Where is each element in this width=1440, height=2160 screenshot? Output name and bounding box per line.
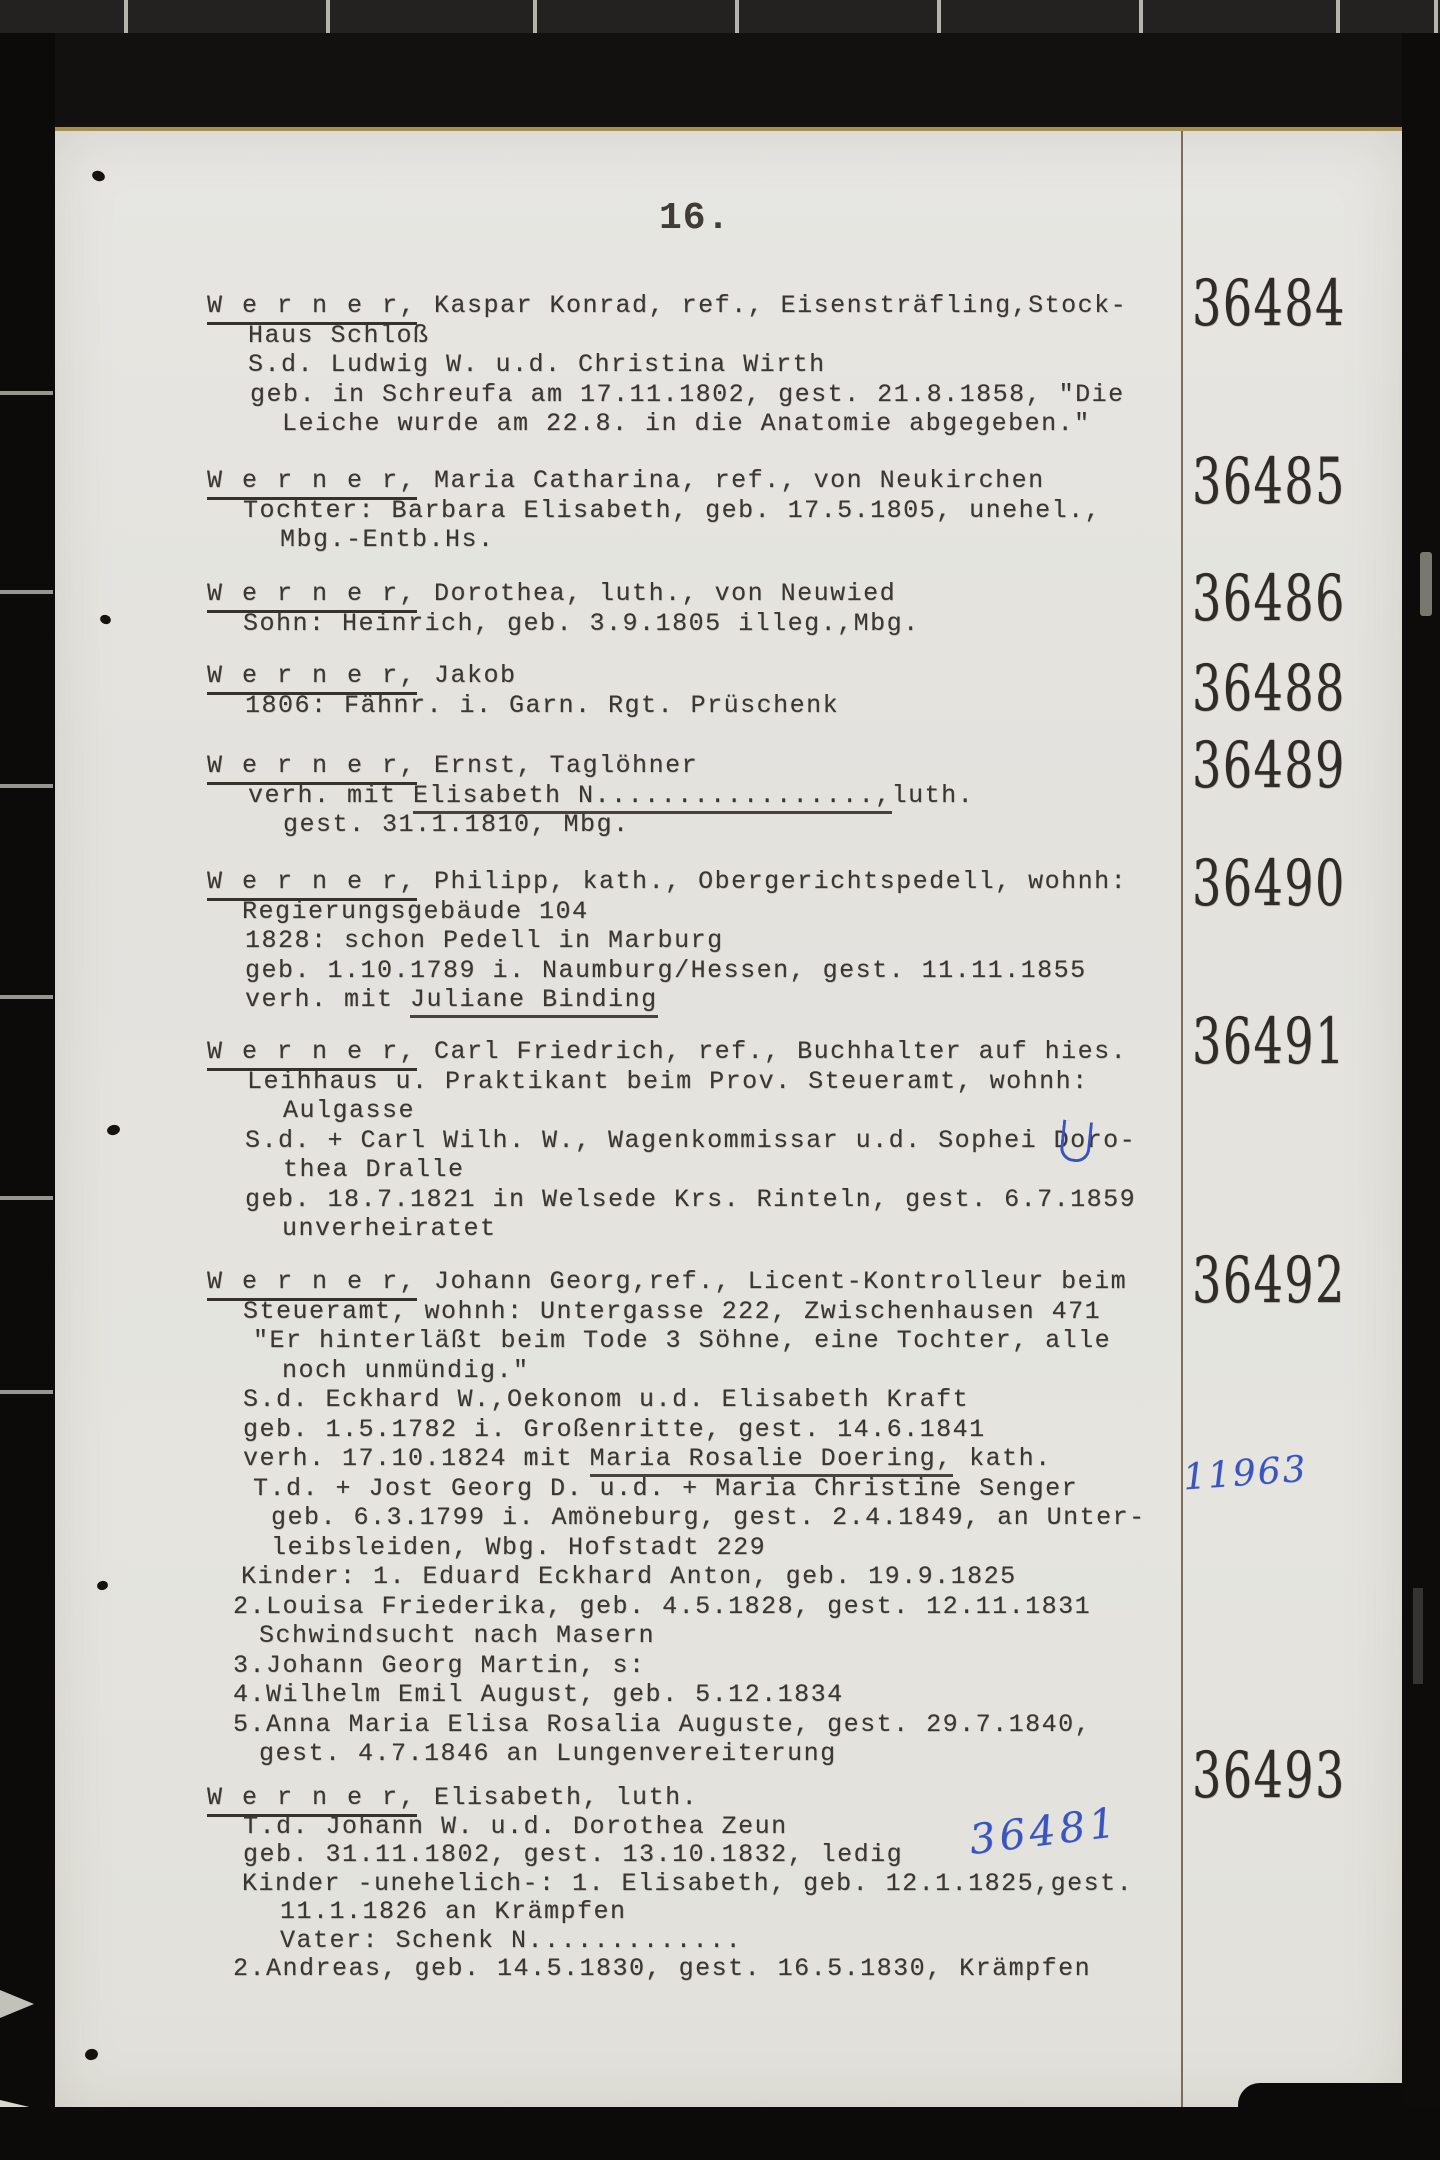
document-page [55, 127, 1402, 2115]
entry-given-names: Philipp, kath., Obergerichtspedell, wohnh: [434, 867, 1128, 896]
entry-surname: W e r n e r, [207, 291, 417, 325]
line-text: 3.Johann Georg Martin, s: [233, 1650, 646, 1680]
entry-given-names: Dorothea, luth., von Neuwied [434, 579, 897, 608]
line-text: geb. 6.3.1799 i. Amöneburg, gest. 2.4.1849, an Unter- [271, 1503, 1146, 1532]
entry-surname: W e r n e r, [207, 1783, 417, 1817]
line-text: geb. 18.7.1821 in Welsede Krs. Rinteln, gest. 6.7.1859 [245, 1184, 1137, 1214]
line-text: verh. mit [248, 780, 414, 810]
line-text: geb. 31.11.1802, gest. 13.10.1832, ledig [243, 1840, 904, 1869]
entry-line [207, 1326, 1217, 1356]
line-text: verh. mit [245, 985, 411, 1014]
entry-line [207, 1474, 1217, 1504]
entry-line [207, 1214, 1217, 1244]
entry-header [207, 751, 1217, 781]
entry-line [207, 1680, 1217, 1710]
line-text: Aulgasse [283, 1096, 416, 1125]
page-number: 16. [659, 197, 731, 240]
line-text: Mbg.-Entb.Hs. [280, 525, 495, 554]
punch-hole-dot [106, 1123, 121, 1136]
entry-line [207, 1067, 1217, 1097]
page-corner-shadow [1238, 2083, 1404, 2113]
entry-line [207, 1533, 1217, 1563]
entry-id-number: 36489 [1192, 729, 1346, 803]
line-text: 5.Anna Maria Elisa Rosalia Auguste, gest. 29.7.1840, [233, 1709, 1092, 1739]
line-text: S.d. Eckhard W.,Oekonom u.d. Elisabeth Kraft [243, 1385, 970, 1414]
entry-id-number: 36484 [1192, 267, 1346, 341]
line-text: Leihhaus u. Praktikant beim Prov. Steueramt, wohnh: [247, 1066, 1089, 1096]
entry-header [207, 867, 1217, 897]
entry-line [207, 1898, 1217, 1927]
film-edge-tick [735, 0, 739, 33]
entry-line [207, 1385, 1217, 1415]
entry-header [207, 579, 1217, 609]
line-text: "Er hinterläßt beim Tode 3 Söhne, eine Tochter, alle [253, 1326, 1112, 1355]
entry [207, 579, 1217, 638]
line-text: thea Dralle [283, 1155, 465, 1184]
entry-surname: W e r n e r, [207, 751, 417, 785]
entry [207, 291, 1217, 439]
line-text: 1806: Fähnr. i. Garn. Rgt. Prüschenk [245, 690, 840, 720]
entry-line [207, 1356, 1217, 1386]
entry-id-number: 36491 [1192, 1005, 1346, 1079]
entry-id-number: 36488 [1192, 652, 1346, 726]
film-edge-tick [1434, 0, 1438, 33]
line-text: gest. 31.1.1810, Mbg. [283, 810, 630, 839]
line-text: Regierungsgebäude 104 [242, 896, 589, 926]
punch-hole-dot [96, 1580, 109, 1592]
entry-line [207, 691, 1217, 721]
entry-line [207, 380, 1217, 410]
entry-line [207, 1621, 1217, 1651]
film-edge-mark [0, 590, 53, 594]
entry-line [207, 1955, 1217, 1984]
entry-given-names: Maria Catharina, ref., von Neukirchen [434, 466, 1045, 495]
handwritten-annotation-11963: 11963 [1181, 1448, 1309, 1499]
film-edge-streak [1413, 1588, 1423, 1684]
entry-line [207, 1927, 1217, 1956]
line-text: 2.Louisa Friederika, geb. 4.5.1828, gest. 12.11.1831 [233, 1591, 1092, 1621]
film-edge-tick [533, 0, 537, 33]
line-text: Tochter: Barbara Elisabeth, geb. 17.5.1805, unehel., [243, 495, 1102, 525]
film-edge-mark [0, 1196, 53, 1200]
film-edge-tick [937, 0, 941, 33]
entry-line [207, 1185, 1217, 1215]
line-text: Sohn: Heinrich, geb. 3.9.1805 illeg.,Mbg. [243, 608, 920, 638]
entry-line [207, 1297, 1217, 1327]
entry [207, 867, 1217, 1015]
line-text: Leiche wurde am 22.8. in die Anatomie abgegeben." [282, 409, 1091, 438]
film-edge-mark [0, 784, 53, 788]
entry-id-number: 36492 [1192, 1244, 1346, 1318]
entry-line [207, 1739, 1217, 1769]
entry-line [207, 1444, 1217, 1474]
entry-id-number: 36486 [1192, 562, 1346, 636]
underlined-name: Juliane Binding [410, 985, 658, 1018]
line-text: 4.Wilhelm Emil August, geb. 5.12.1834 [233, 1680, 844, 1709]
line-text: geb. 1.5.1782 i. Großenritte, gest. 14.6.1841 [243, 1414, 986, 1444]
entry-id-number: 36490 [1192, 847, 1346, 921]
entry-header [207, 1267, 1217, 1297]
entry [207, 661, 1217, 720]
entry-line [207, 781, 1217, 811]
line-text: Vater: Schenk N............. [280, 1925, 743, 1955]
line-text: 11.1.1826 an Krämpfen [280, 1897, 627, 1926]
entry-line [207, 985, 1217, 1015]
line-text: 2.Andreas, geb. 14.5.1830, gest. 16.5.1830, Krämpfen [233, 1954, 1092, 1983]
entry-given-names: Ernst, Taglöhner [434, 751, 699, 780]
entry-given-names: Jakob [434, 661, 517, 690]
entry-line [207, 1592, 1217, 1622]
line-text: geb. in Schreufa am 17.11.1802, gest. 21.8.1858, "Die [250, 379, 1125, 409]
entry-line [207, 1870, 1217, 1899]
entry-header [207, 661, 1217, 691]
entry-line [207, 1562, 1217, 1592]
film-edge-arrow-mark [0, 1990, 34, 2018]
entry-line [207, 1415, 1217, 1445]
line-text: Haus Schloß [248, 320, 430, 350]
film-border-top [0, 0, 1440, 33]
entry-given-names: Johann Georg,ref., Licent-Kontrolleur beim [434, 1267, 1128, 1296]
entry-line [207, 926, 1217, 956]
entry [207, 1267, 1217, 1769]
entry-given-names: Elisabeth, luth. [434, 1783, 699, 1812]
line-text: geb. 1.10.1789 i. Naumburg/Hessen, gest. 11.11.1855 [245, 955, 1087, 985]
line-text: S.d. + Carl Wilh. W., Wagenkommissar u.d. Sophei Doro- [245, 1125, 1137, 1155]
handwritten-annotation-36481: 36481 [966, 1798, 1122, 1864]
entry-surname: W e r n e r, [207, 867, 417, 901]
line-text: leibsleiden, Wbg. Hofstadt 229 [271, 1532, 767, 1562]
film-edge-tick [124, 0, 128, 33]
entry-header [207, 466, 1217, 496]
entry-given-names: Kaspar Konrad, ref., Eisensträfling,Stock- [434, 291, 1128, 320]
line-text: Kinder -unehelich-: 1. Elisabeth, geb. 12.1.1825,gest. [242, 1868, 1134, 1898]
line-text: verh. 17.10.1824 mit [243, 1444, 590, 1473]
entry-line [207, 1503, 1217, 1533]
punch-hole-dot [91, 169, 107, 183]
line-text: S.d. Ludwig W. u.d. Christina Wirth [248, 350, 826, 379]
film-edge-mark [0, 995, 53, 999]
line-text: kath. [952, 1444, 1052, 1473]
entry-line [207, 810, 1217, 840]
film-edge-tick [1139, 0, 1143, 33]
entry-line [207, 1651, 1217, 1681]
punch-hole-dot [84, 2048, 99, 2062]
line-text: 1828: schon Pedell in Marburg [245, 926, 724, 955]
line-text: Steueramt, wohnh: Untergasse 222, Zwischenhausen 471 [243, 1296, 1102, 1326]
entry-id-number: 36493 [1192, 1739, 1346, 1813]
entry-line [207, 409, 1217, 439]
underlined-name: Maria Rosalie Doering, [590, 1444, 953, 1477]
entry-line [207, 897, 1217, 927]
line-text: luth. [891, 780, 975, 810]
entry-line [207, 525, 1217, 555]
line-text: Schwindsucht nach Masern [259, 1621, 656, 1650]
underlined-name: Elisabeth N................., [413, 781, 892, 814]
entry-surname: W e r n e r, [207, 1267, 417, 1301]
line-text: T.d. Johann W. u.d. Dorothea Zeun [243, 1811, 788, 1841]
entry-id-number: 36485 [1192, 445, 1346, 519]
entry-surname: W e r n e r, [207, 579, 417, 613]
film-border-left [0, 0, 55, 2160]
entry [207, 466, 1217, 555]
punch-hole-dot [99, 613, 112, 625]
film-edge-mark [0, 391, 53, 395]
line-text: T.d. + Jost Georg D. u.d. + Maria Christine Senger [253, 1473, 1079, 1503]
entry-given-names: Carl Friedrich, ref., Buchhalter auf hies. [434, 1037, 1128, 1066]
entry-line [207, 350, 1217, 380]
line-text: gest. 4.7.1846 an Lungenvereiterung [259, 1739, 837, 1768]
entry-header [207, 1037, 1217, 1067]
entry-line [207, 321, 1217, 351]
line-text: noch unmündig." [282, 1355, 530, 1385]
film-edge-streak [1420, 552, 1432, 616]
film-border-bottom [0, 2107, 1440, 2160]
entry [207, 751, 1217, 840]
entry-line [207, 1710, 1217, 1740]
line-text: unverheiratet [282, 1214, 497, 1243]
line-text: Kinder: 1. Eduard Eckhard Anton, geb. 19.9.1825 [241, 1562, 1017, 1591]
film-edge-tick [1336, 0, 1340, 33]
entry-surname: W e r n e r, [207, 661, 417, 695]
entry-line [207, 956, 1217, 986]
entry-surname: W e r n e r, [207, 466, 417, 500]
entry-surname: W e r n e r, [207, 1037, 417, 1071]
entry-header [207, 291, 1217, 321]
film-border-right [1402, 0, 1440, 2160]
entry-line [207, 496, 1217, 526]
film-edge-mark [0, 1390, 53, 1394]
entry-line [207, 609, 1217, 639]
film-edge-tick [326, 0, 330, 33]
